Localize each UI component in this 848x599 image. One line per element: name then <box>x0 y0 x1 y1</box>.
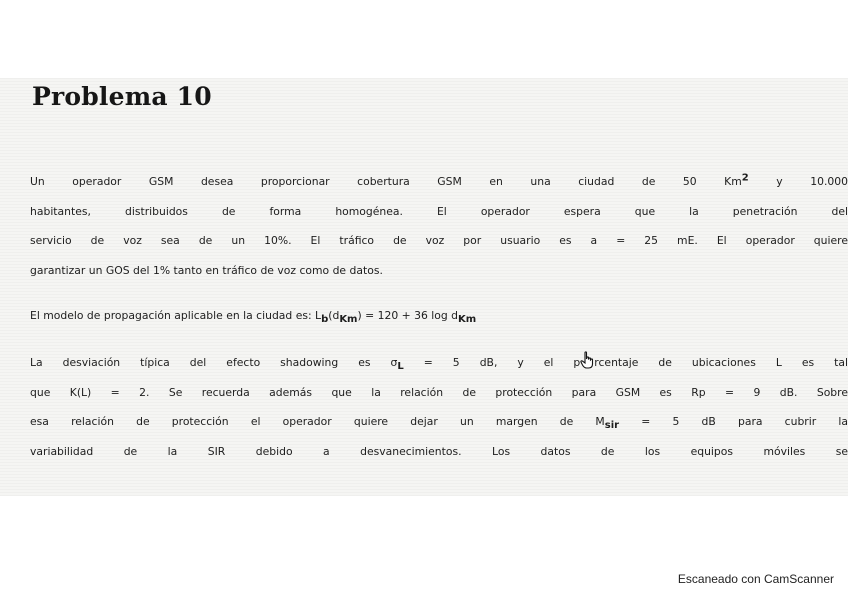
paragraph-line <box>30 348 848 378</box>
line-text: esa relación de protección el operador quiere dejar un margen de M <box>30 415 605 428</box>
line-text: y 10.000 <box>748 175 848 188</box>
hand-cursor-icon <box>580 351 594 369</box>
superscript: 2 <box>741 172 749 184</box>
propagation-model-paragraph <box>30 301 848 331</box>
subscript: sir <box>604 420 620 432</box>
scanned-page <box>0 78 848 496</box>
line-text: = 5 dB para cubrir la <box>619 415 848 428</box>
paragraph-line: garantizar un GOS del 1% tanto en tráfico de voz como de datos. <box>30 263 383 277</box>
paragraph-line <box>30 301 848 331</box>
paragraph-line: servicio de voz sea de un 10%. El tráfico de voz por usuario es a = 25 mE. El operador quiere <box>30 234 848 247</box>
problem-title: Problema 10 <box>32 82 212 111</box>
paragraph-line: variabilidad de la SIR debido a desvanecimientos. Los datos de los equipos móviles se <box>30 444 848 458</box>
subscript: Km <box>339 314 358 326</box>
line-text: Un operador GSM desea proporcionar cobertura GSM en una ciudad de 50 Km <box>30 175 742 188</box>
paragraph-line: que K(L) = 2. Se recuerda además que la relación de protección para GSM es Rp = 9 dB. Sobre <box>30 385 848 399</box>
camscanner-watermark: Escaneado con CamScanner <box>677 572 834 586</box>
paragraph-line <box>30 167 848 197</box>
problem-statement-paragraph <box>30 167 848 285</box>
line-text: La desviación típica del efecto shadowing es σ <box>30 356 398 369</box>
line-text: (d <box>328 309 340 322</box>
line-text: ) = 120 + 36 log d <box>357 309 459 322</box>
paragraph-line: habitantes, distribuidos de forma homogénea. El operador espera que la penetración del <box>30 204 848 218</box>
subscript: Km <box>458 314 477 326</box>
line-text: rcentaje de ubicaciones L es tal <box>594 356 848 369</box>
line-text: = 5 dB, y el p <box>403 356 581 369</box>
subscript: b <box>321 314 329 326</box>
subscript: L <box>397 361 404 373</box>
shadowing-paragraph <box>30 348 848 466</box>
line-text: El modelo de propagación aplicable en la ciudad es: L <box>30 309 322 322</box>
paragraph-line <box>30 407 848 437</box>
